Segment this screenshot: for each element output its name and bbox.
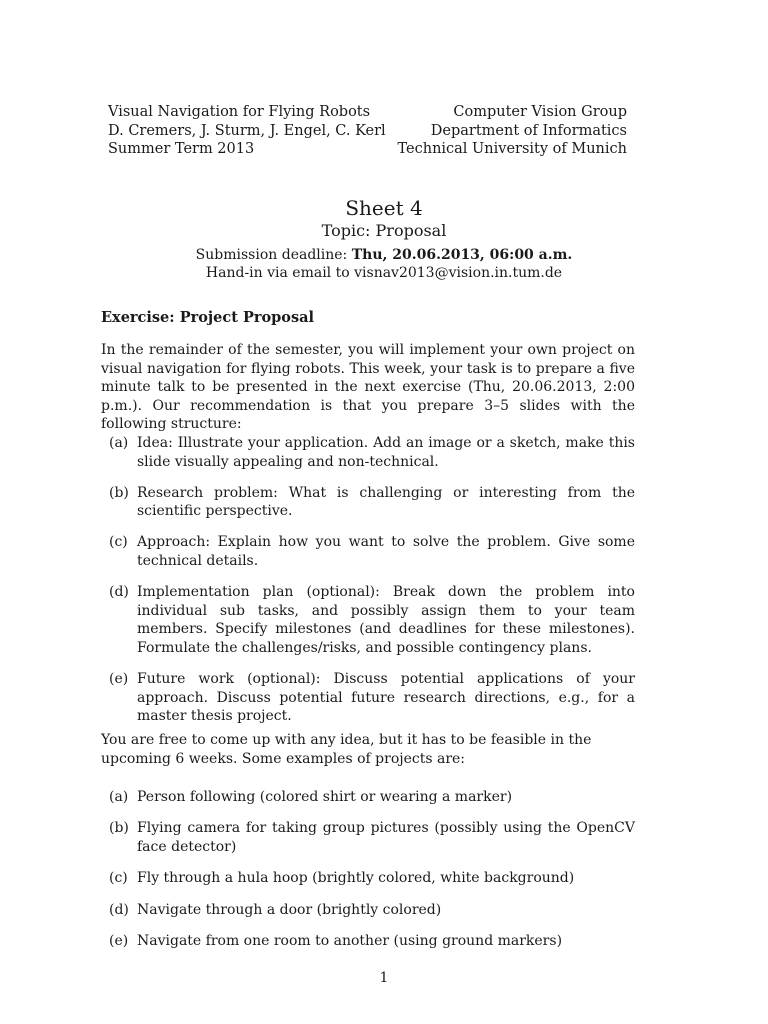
list-item-text: Navigate through a door (brightly colored) — [137, 901, 442, 918]
intro-paragraph — [101, 341, 635, 434]
institution-group: Computer Vision Group — [453, 104, 627, 120]
examples-intro-paragraph: You are free to come up with any idea, but it has to be feasible in the upcoming 6 weeks. Some examples of projects are: — [101, 732, 592, 767]
list-item-text: Future work (optional): Discuss potential applications of your approach. Discuss potential future research directions, e.g., for a master thesis project. — [137, 670, 635, 725]
list-marker: (d) — [109, 901, 129, 918]
list-item-text: Person following (colored shirt or wearing a marker) — [137, 789, 513, 805]
list-item-text: Idea: Illustrate your application. Add an image or a sketch, make this slide visually appealing and non-technical. — [137, 435, 635, 470]
list-item — [101, 670, 635, 726]
list-marker: (b) — [109, 820, 129, 837]
institution-university: Technical University of Munich — [397, 141, 627, 158]
course-title: Visual Navigation for Flying Robots — [108, 104, 371, 120]
submission-deadline — [0, 246, 768, 264]
list-marker: (d) — [109, 584, 129, 601]
list-item — [101, 533, 635, 570]
list-marker: (e) — [109, 933, 129, 950]
list-item — [101, 869, 635, 888]
list-marker: (c) — [109, 534, 128, 551]
list-item — [101, 484, 635, 521]
exercise-heading: Exercise: Project Proposal — [101, 309, 315, 326]
page-number: 1 — [379, 970, 389, 986]
list-marker: (a) — [109, 789, 129, 805]
list-item — [101, 932, 635, 951]
sheet-title: Sheet 4 — [345, 196, 423, 220]
header-course-info — [108, 103, 386, 159]
header-institution-info — [397, 103, 627, 159]
course-term: Summer Term 2013 — [108, 141, 255, 158]
list-item-text: Flying camera for taking group pictures (possibly using the OpenCV face detector) — [137, 820, 635, 855]
list-item-text: Navigate from one room to another (using ground markers) — [137, 933, 563, 950]
list-item — [101, 901, 635, 920]
list-marker: (b) — [109, 484, 129, 501]
list-item-text: Approach: Explain how you want to solve the problem. Give some technical details. — [137, 534, 635, 569]
sheet-topic: Topic: Proposal — [321, 221, 447, 240]
deadline-value: Thu, 20.06.2013, 06:00 a.m. — [351, 247, 573, 263]
title-block — [0, 195, 768, 282]
list-item — [101, 434, 635, 471]
project-examples-list — [101, 788, 635, 964]
list-item — [101, 788, 635, 807]
slide-structure-list — [101, 434, 635, 738]
list-item-text: Implementation plan (optional): Break down the problem into individual sub tasks, and possibly assign them to your team members. Specify milestones (and deadlines for these milestones). Formulate the challenges/risks, and possible contingency plans. — [137, 584, 635, 656]
list-marker: (e) — [109, 670, 129, 687]
institution-department: Department of Informatics — [430, 122, 627, 139]
list-marker: (a) — [109, 435, 129, 451]
list-item — [101, 583, 635, 657]
intro-text: In the remainder of the semester, you will implement your own project on visual navigation for flying robots. This week, your task is to prepare a five minute talk to be presented in the next exercise (Thu, 20.06.2013, 2:00 p.m.). Our recommendation is that you prepare 3–5 slides with the following structure: — [101, 342, 635, 433]
list-item — [101, 819, 635, 856]
list-marker: (c) — [109, 870, 128, 887]
list-item-text: Research problem: What is challenging or interesting from the scientific perspective. — [137, 484, 635, 520]
list-item-text: Fly through a hula hoop (brightly colored, white background) — [137, 870, 575, 887]
course-authors: D. Cremers, J. Sturm, J. Engel, C. Kerl — [108, 122, 386, 139]
handin-instructions: Hand-in via email to visnav2013@vision.in.tum.de — [205, 265, 563, 281]
deadline-label: Submission deadline: — [195, 247, 352, 263]
